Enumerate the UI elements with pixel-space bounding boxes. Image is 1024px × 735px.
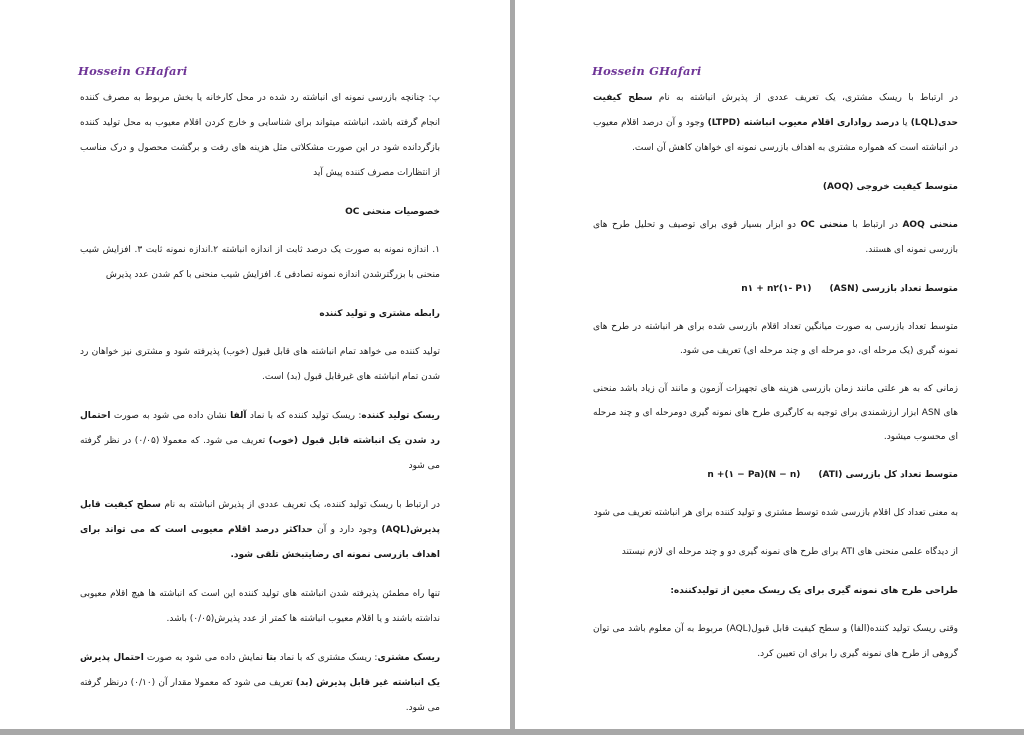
consumer-risk-label: ریسک مشتری: [377, 653, 441, 663]
ati-heading-row: [593, 463, 958, 487]
text-run: در ارتباط با ریسک مشتری، یک تعریف عددی از پذیرش انباشته به نام: [652, 93, 958, 103]
asn-paragraph-2: زمانی که به هر علتی مانند زمان بازرسی هزینه های تجهیزات آزمون و مانند آن زیاد باشد منحنی های ASN ابزار ارزشمندی برای توجیه به کارگیری طرح های نمونه گیری دومرحله ای و چند مرحله ای محسوب میشود.: [593, 384, 958, 442]
ati-paragraph-2: از دیدگاه علمی منحنی های ATI برای طرح های نمونه گیری دو و چند مرحله ای لازم نیستند: [621, 547, 958, 557]
right-page-body: [593, 86, 958, 681]
text-run: دو ابزار بسیار قوی برای توصیف و تحلیل طرح های بازرسی نمونه ای هستند.: [593, 220, 958, 255]
author-header: Hossein GHafari: [592, 64, 702, 78]
bold-run: احتمال پذیرش یک انباشته غیر قابل پذیرش (بد): [80, 653, 440, 688]
text-run: در ارتباط با ریسک تولید کننده، یک تعریف عددی از پذیرش انباشته به نام: [160, 500, 440, 510]
text-run: وجود دارد و آن: [312, 525, 382, 535]
lql-paragraph: [593, 86, 958, 161]
text-run: : ریسک تولید کننده که با نماد: [246, 411, 362, 421]
aql-paragraph: [80, 493, 440, 568]
relation-heading: رابطه مشتری و تولید کننده: [319, 309, 440, 319]
asn-heading: متوسط تعداد بازرسی (ASN): [829, 284, 958, 294]
ati-heading: متوسط تعداد کل بازرسی (ATI): [818, 470, 958, 480]
text-run: : ریسک مشتری که با نماد: [276, 653, 378, 663]
bold-run: سطح کیفیت قابل پذیرش(AQL): [80, 500, 440, 535]
text-run: تعریف می شود. که معمولا (۰/۰۵) در نظر گرفته می شود: [80, 436, 440, 471]
bold-run: بتا: [266, 653, 277, 663]
author-header: Hossein GHafari: [78, 64, 188, 78]
asn-heading-row: [593, 277, 958, 301]
producer-risk-paragraph: [80, 404, 440, 479]
text-run: در ارتباط با: [847, 220, 903, 230]
bold-run: سطح کیفیت حدی(LQL): [593, 93, 959, 128]
relation-paragraph: تولید کننده می خواهد تمام انباشته های قابل قبول (خوب) پذیرفته شود و مشتری نیز خواهان رد شدن تمام انباشته های غیرقابل قبول (بد) است.: [80, 347, 440, 382]
left-page: [0, 0, 510, 729]
asn-paragraph-1: متوسط تعداد بازرسی به صورت میانگین تعداد اقلام بازرسی شده برای هر انباشته در طرح های نمونه گیری (یک مرحله ای، دو مرحله ای و چند مرحله ای) تعریف می شود.: [593, 322, 958, 356]
oc-paragraph: ۱. اندازه نمونه به صورت یک درصد ثابت از اندازه انباشته ۲.اندازه نمونه ثابت ۳. افزایش شیب منحنی با بزرگترشدن اندازه نمونه تصادفی ٤. افزایش شیب منحنی با کم شدن عدد پذیرش: [80, 245, 440, 280]
ati-formula: n +(۱ − Pa)(N − n): [707, 470, 801, 480]
text-run: یا: [899, 118, 911, 128]
aoq-paragraph: [593, 213, 958, 263]
intro-paragraph: پ: چنانچه بازرسی نمونه ای انباشته رد شده در محل کارخانه یا بخش مربوط به مصرف کننده انجام گرفته باشد، انباشته میتواند برای شناسایی و خارج کردن اقلام معیوب به محل تولید کننده بازگردانده شود در این صورت مشکلاتی مثل هزینه های رفت و برگشت محصول و درک مناسب از انتظارات مصرف کننده پیش آید: [80, 93, 440, 178]
right-page: [515, 0, 1024, 729]
assurance-paragraph: تنها راه مطمئن پذیرفته شدن انباشته های تولید کننده این است که انباشته ها هیچ اقلام معیوبی نداشته باشند و یا اقلام معیوب انباشته ها کمتر از عدد پذیرش(۰/۰۵) باشد.: [80, 589, 440, 624]
producer-risk-label: ریسک تولید کننده: [361, 411, 440, 421]
bold-run: احتمال رد شدن یک انباشته قابل قبول (خوب): [80, 411, 440, 446]
oc-heading: خصوصیات منحنی OC: [345, 207, 440, 217]
text-run: تعریف می شود که معمولا مقدار آن (۰/۱۰) درنظر گرفته می شود.: [80, 678, 440, 713]
design-heading: طراحی طرح های نمونه گیری برای یک ریسک معین از تولیدکننده:: [670, 586, 958, 596]
bold-run: منحنی AOQ: [902, 220, 958, 230]
text-run: نمایش داده می شود به صورت: [143, 653, 267, 663]
text-run: وجود و آن درصد اقلام معیوب در انباشته است که همواره مشتری به اهداف بازرسی نمونه ای خواهان کاهش آن است.: [593, 118, 958, 153]
design-paragraph: وقتی ریسک تولید کننده(الفا) و سطح کیفیت قابل قبول(AQL) مربوط به آن معلوم باشد می توان گروهی از طرح های نمونه گیری را برای ان تعیین کرد.: [593, 624, 958, 659]
left-page-body: [80, 86, 440, 735]
bold-run: منحنی OC: [800, 220, 848, 230]
consumer-risk-paragraph: [80, 646, 440, 721]
asn-formula: n۱ + n۲(۱- P۱): [741, 284, 812, 294]
bold-run: حداکثر درصد اقلام معیوبی است که می تواند برای اهداف بازرسی نمونه ای رضایتبخش تلقی شود.: [80, 525, 440, 560]
ati-paragraph-1: به معنی تعداد کل اقلام بازرسی شده توسط مشتری و تولید کننده برای هر انباشته تعریف می شود: [593, 508, 958, 518]
bold-run: درصد رواداری اقلام معیوب انباشته (LTPD): [707, 118, 900, 128]
text-run: نشان داده می شود به صورت: [110, 411, 231, 421]
bold-run: آلفا: [230, 411, 247, 421]
aoq-heading: متوسط کیفیت خروجی (AOQ): [822, 182, 958, 192]
